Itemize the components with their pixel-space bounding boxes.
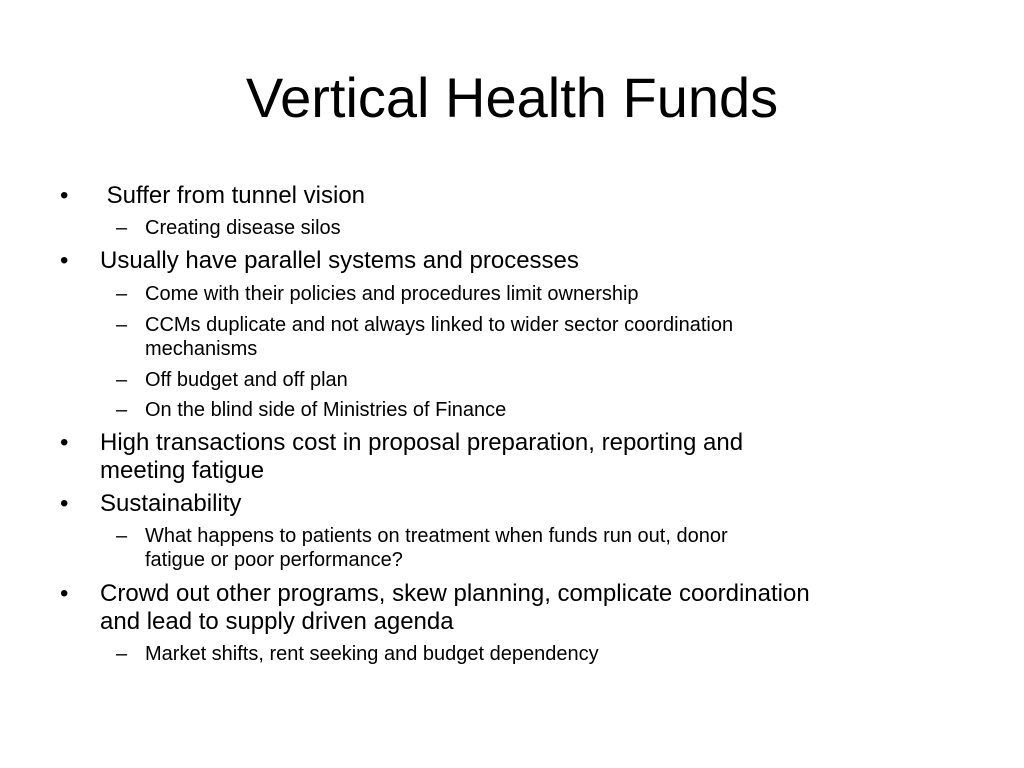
sub-item-off-budget: Off budget and off plan [145, 369, 348, 391]
dash-glyph: – [116, 283, 128, 305]
dash-glyph: – [116, 217, 128, 239]
bullet-glyph: • [60, 247, 69, 274]
bullet-item-tunnel-vision: Suffer from tunnel vision [100, 182, 366, 209]
bullet-item-crowd-out-line1: Crowd out other programs, skew planning, complicate coordination [100, 580, 810, 607]
bullet-item-sustainability: Sustainability [100, 490, 242, 517]
sub-item-patients-line1: What happens to patients on treatment when funds run out, donor [145, 525, 728, 547]
sub-item-market-shifts: Market shifts, rent seeking and budget dependency [145, 643, 599, 665]
bullet-item-transactions-line1: High transactions cost in proposal preparation, reporting and [100, 429, 744, 456]
sub-item-ccms-line1: CCMs duplicate and not always linked to wider sector coordination [145, 314, 734, 336]
sub-item-ccms-line2: mechanisms [145, 338, 258, 360]
sub-item-blind-side: On the blind side of Ministries of Finance [145, 399, 507, 421]
dash-glyph: – [116, 643, 128, 665]
sub-item-patients-line2: fatigue or poor performance? [145, 549, 403, 571]
bullet-item-crowd-out-line2: and lead to supply driven agenda [100, 608, 454, 635]
sub-item-disease-silos: Creating disease silos [145, 217, 341, 239]
dash-glyph: – [116, 369, 128, 391]
dash-glyph: – [116, 314, 128, 336]
bullet-glyph: • [60, 580, 69, 607]
bullet-glyph: • [60, 490, 69, 517]
dash-glyph: – [116, 525, 128, 547]
sub-item-policies-procedures: Come with their policies and procedures limit ownership [145, 283, 639, 305]
bullet-item-transactions-line2: meeting fatigue [100, 457, 265, 484]
bullet-glyph: • [60, 182, 69, 209]
slide-title: Vertical Health Funds [245, 66, 779, 129]
dash-glyph: – [116, 399, 128, 421]
bullet-item-parallel-systems: Usually have parallel systems and processes [100, 247, 579, 274]
bullet-glyph: • [60, 429, 69, 456]
